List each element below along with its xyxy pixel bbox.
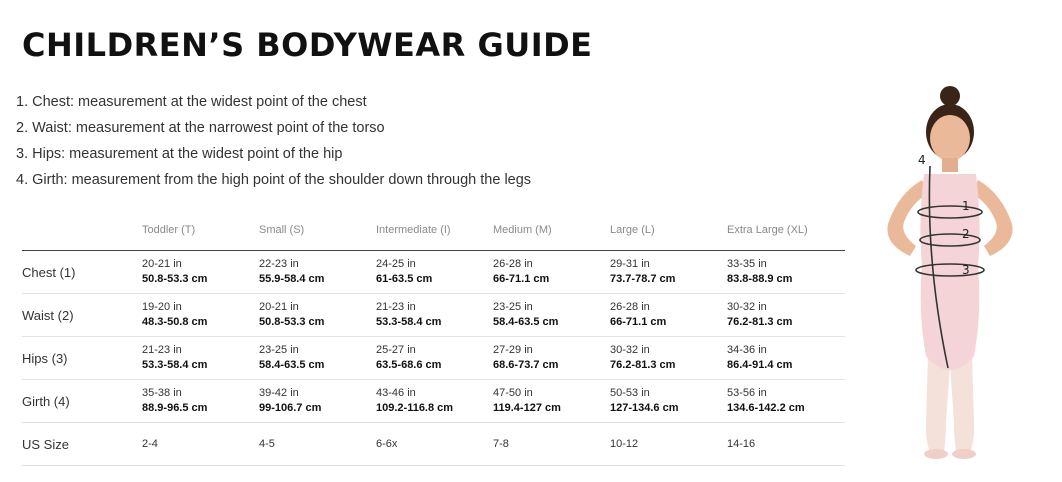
cm-value: 66-71.1 cm	[610, 316, 667, 328]
inch-value: 35-38 in	[142, 387, 182, 399]
table-row-hips	[22, 337, 845, 380]
left-shoe	[924, 449, 948, 459]
measurement-definitions	[16, 92, 531, 196]
table-row-chest	[22, 251, 845, 294]
column-header-intermediate: Intermediate (I)	[376, 224, 493, 251]
inch-value: 24-25 in	[376, 258, 416, 270]
table-row-girth	[22, 380, 845, 423]
cm-value: 55.9-58.4 cm	[259, 273, 325, 285]
cm-value: 83.8-88.9 cm	[727, 273, 793, 285]
column-header-large: Large (L)	[610, 224, 727, 251]
inch-value: 25-27 in	[376, 344, 416, 356]
size-cell	[610, 380, 727, 423]
inch-value: 34-36 in	[727, 344, 767, 356]
us-size-value: 7-8	[493, 423, 610, 466]
cm-value: 50.8-53.3 cm	[259, 316, 325, 328]
size-chart-table	[22, 224, 845, 466]
cm-value: 88.9-96.5 cm	[142, 402, 208, 414]
cm-value: 73.7-78.7 cm	[610, 273, 676, 285]
size-cell	[142, 337, 259, 380]
size-cell	[376, 294, 493, 337]
cm-value: 86.4-91.4 cm	[727, 359, 793, 371]
definition-chest: 1. Chest: measurement at the widest point of the chest	[16, 94, 367, 110]
size-cell	[376, 251, 493, 294]
inch-value: 39-42 in	[259, 387, 299, 399]
size-cell	[376, 380, 493, 423]
row-label: US Size	[22, 423, 142, 466]
us-size-value: 10-12	[610, 423, 727, 466]
column-header-extra-large: Extra Large (XL)	[727, 224, 845, 251]
size-cell	[727, 337, 845, 380]
inch-value: 23-25 in	[493, 301, 533, 313]
inch-value: 27-29 in	[493, 344, 533, 356]
inch-value: 26-28 in	[610, 301, 650, 313]
size-cell	[727, 380, 845, 423]
cm-value: 68.6-73.7 cm	[493, 359, 559, 371]
right-shoe	[952, 449, 976, 459]
size-cell	[259, 294, 376, 337]
marker-hips: 3	[962, 263, 970, 277]
inch-value: 43-46 in	[376, 387, 416, 399]
size-cell	[610, 251, 727, 294]
inch-value: 50-53 in	[610, 387, 650, 399]
size-cell	[259, 337, 376, 380]
cm-value: 134.6-142.2 cm	[727, 402, 805, 414]
inch-value: 23-25 in	[259, 344, 299, 356]
size-cell	[493, 251, 610, 294]
inch-value: 22-23 in	[259, 258, 299, 270]
child-measurement-figure	[870, 84, 1040, 464]
size-cell	[493, 294, 610, 337]
row-label: Chest (1)	[22, 251, 142, 294]
inch-value: 30-32 in	[727, 301, 767, 313]
cm-value: 109.2-116.8 cm	[376, 402, 454, 414]
column-header-blank	[22, 224, 142, 251]
size-cell	[610, 337, 727, 380]
cm-value: 48.3-50.8 cm	[142, 316, 208, 328]
column-header-medium: Medium (M)	[493, 224, 610, 251]
marker-girth: 4	[918, 153, 926, 167]
size-cell	[727, 294, 845, 337]
cm-value: 53.3-58.4 cm	[376, 316, 442, 328]
cm-value: 76.2-81.3 cm	[727, 316, 793, 328]
column-header-toddler: Toddler (T)	[142, 224, 259, 251]
inch-value: 19-20 in	[142, 301, 182, 313]
us-size-value: 2-4	[142, 423, 259, 466]
inch-value: 33-35 in	[727, 258, 767, 270]
inch-value: 53-56 in	[727, 387, 767, 399]
cm-value: 127-134.6 cm	[610, 402, 679, 414]
cm-value: 119.4-127 cm	[493, 402, 561, 414]
row-label: Hips (3)	[22, 337, 142, 380]
inch-value: 21-23 in	[376, 301, 416, 313]
size-cell	[493, 337, 610, 380]
cm-value: 61-63.5 cm	[376, 273, 433, 285]
definition-hips: 3. Hips: measurement at the widest point of the hip	[16, 146, 343, 162]
table-header-row	[22, 224, 845, 251]
us-size-value: 4-5	[259, 423, 376, 466]
size-cell	[142, 380, 259, 423]
hair-bun	[940, 86, 960, 106]
cm-value: 53.3-58.4 cm	[142, 359, 208, 371]
size-cell	[259, 251, 376, 294]
us-size-value: 14-16	[727, 423, 845, 466]
definition-waist: 2. Waist: measurement at the narrowest point of the torso	[16, 120, 385, 136]
size-cell	[259, 380, 376, 423]
cm-value: 76.2-81.3 cm	[610, 359, 676, 371]
cm-value: 66-71.1 cm	[493, 273, 550, 285]
cm-value: 63.5-68.6 cm	[376, 359, 442, 371]
neck	[942, 158, 958, 172]
size-cell	[142, 294, 259, 337]
row-label: Girth (4)	[22, 380, 142, 423]
inch-value: 21-23 in	[142, 344, 182, 356]
size-cell	[142, 251, 259, 294]
marker-chest: 1	[962, 199, 970, 213]
table-row-us-size	[22, 423, 845, 466]
inch-value: 30-32 in	[610, 344, 650, 356]
page-title: CHILDREN’S BODYWEAR GUIDE	[22, 26, 593, 64]
cm-value: 58.4-63.5 cm	[259, 359, 325, 371]
us-size-value: 6-6x	[376, 423, 493, 466]
definition-girth: 4. Girth: measurement from the high point of the shoulder down through the legs	[16, 172, 532, 188]
size-cell	[376, 337, 493, 380]
inch-value: 47-50 in	[493, 387, 533, 399]
inch-value: 20-21 in	[142, 258, 182, 270]
column-header-small: Small (S)	[259, 224, 376, 251]
size-cell	[727, 251, 845, 294]
cm-value: 58.4-63.5 cm	[493, 316, 559, 328]
size-cell	[493, 380, 610, 423]
face	[930, 115, 970, 161]
inch-value: 29-31 in	[610, 258, 650, 270]
cm-value: 99-106.7 cm	[259, 402, 322, 414]
inch-value: 20-21 in	[259, 301, 299, 313]
row-label: Waist (2)	[22, 294, 142, 337]
table-row-waist	[22, 294, 845, 337]
marker-waist: 2	[962, 227, 970, 241]
size-cell	[610, 294, 727, 337]
cm-value: 50.8-53.3 cm	[142, 273, 208, 285]
inch-value: 26-28 in	[493, 258, 533, 270]
